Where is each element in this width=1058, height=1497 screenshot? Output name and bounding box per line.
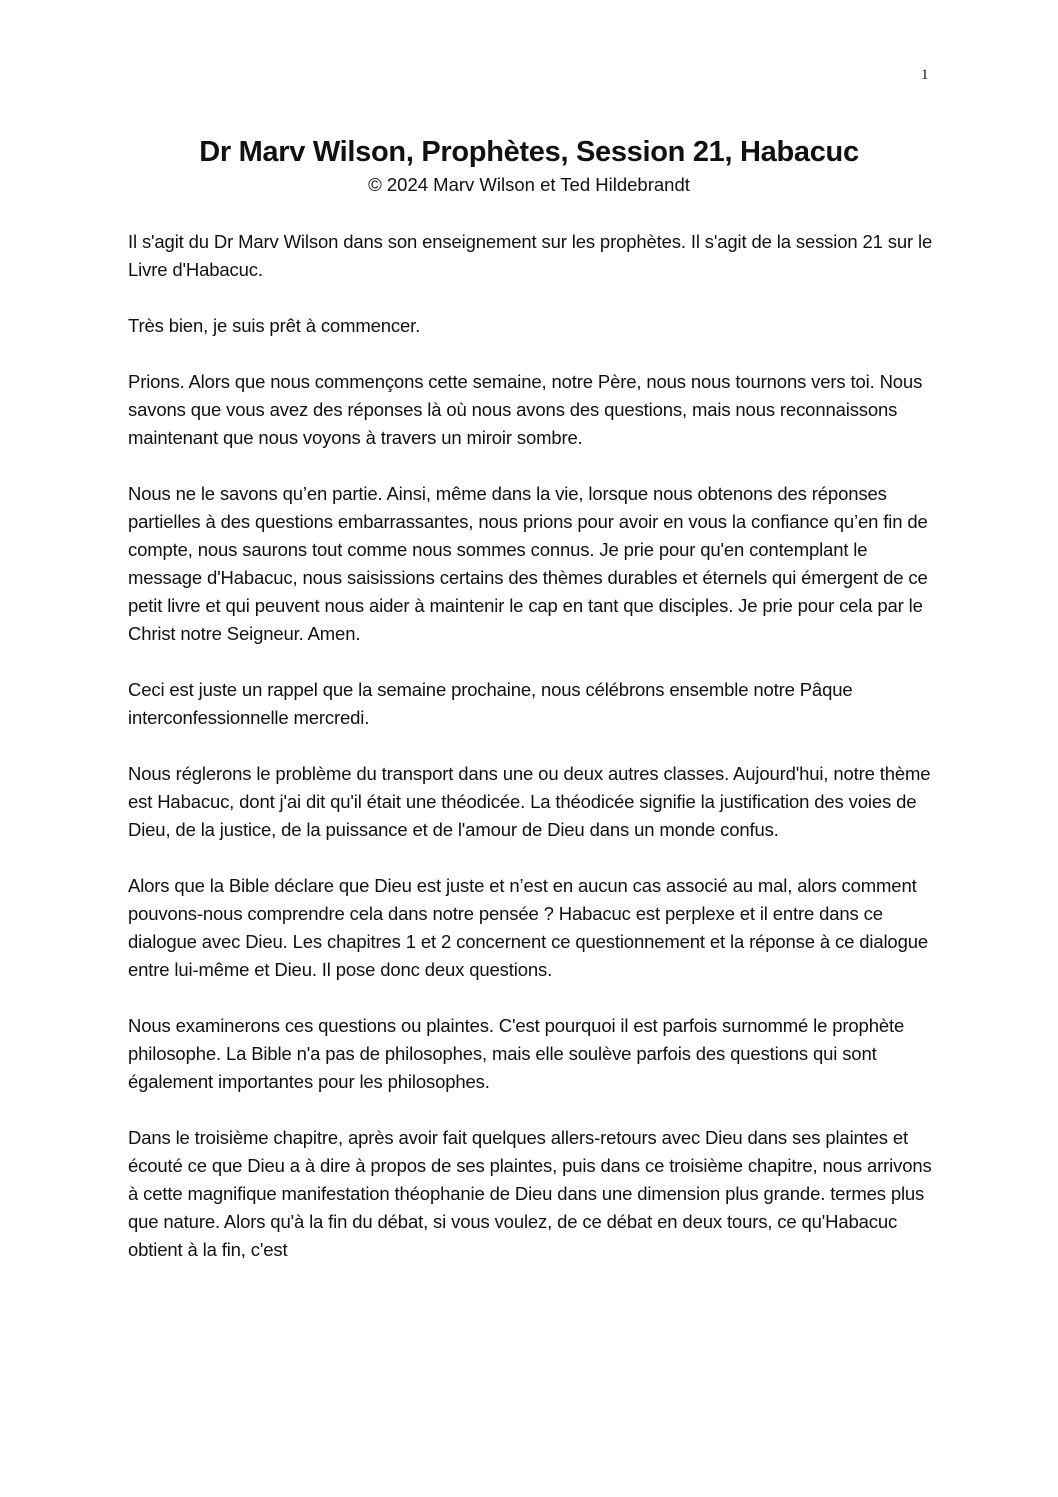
paragraph-intro: Il s'agit du Dr Marv Wilson dans son enseignement sur les prophètes. Il s'agit de la session 21 sur le Livre d'Habacuc. <box>128 231 933 280</box>
document-header <box>0 132 1058 198</box>
paragraph-prayer: Prions. Alors que nous commençons cette semaine, notre Père, nous nous tournons vers toi. Nous savons que vous avez des réponses là où nous avons des questions, mais nous reconnaissons maintenant que nous voyons à travers un miroir sombre. <box>128 371 923 448</box>
paragraph-ready: Très bien, je suis prêt à commencer. <box>128 315 421 336</box>
paragraph-theodicy: Nous réglerons le problème du transport dans une ou deux autres classes. Aujourd'hui, notre thème est Habacuc, dont j'ai dit qu'il était une théodicée. La théodicée signifie la justification des voies de Dieu, de la justice, de la puissance et de l'amour de Dieu dans un monde confus. <box>128 763 931 840</box>
document-body <box>128 228 936 1292</box>
paragraph-prayer-continued: Nous ne le savons qu’en partie. Ainsi, même dans la vie, lorsque nous obtenons des réponses partielles à des questions embarrassantes, nous prions pour avoir en vous la confiance qu’en fin de compte, nous saurons tout comme nous sommes connus. Je prie pour qu'en contemplant le message d'Habacuc, nous saisissions certains des thèmes durables et éternels qui émergent de ce petit livre et qui peuvent nous aider à maintenir le cap en tant que disciples. Je prie pour cela par le Christ notre Seigneur. Amen. <box>128 483 928 644</box>
copyright-line: © 2024 Marv Wilson et Ted Hildebrandt <box>368 174 690 195</box>
page-number: 1 <box>921 67 929 83</box>
paragraph-reminder: Ceci est juste un rappel que la semaine prochaine, nous célébrons ensemble notre Pâque interconfessionnelle mercredi. <box>128 679 853 728</box>
paragraph-chapter-three: Dans le troisième chapitre, après avoir fait quelques allers-retours avec Dieu dans ses plaintes et écouté ce que Dieu a à dire à propos de ses plaintes, puis dans ce troisième chapitre, nous arrivons à cette magnifique manifestation théophanie de Dieu dans une dimension plus grande. termes plus que nature. Alors qu'à la fin du débat, si vous voulez, de ce débat en deux tours, ce qu'Habacuc obtient à la fin, c'est <box>128 1127 932 1260</box>
paragraph-dialogue: Alors que la Bible déclare que Dieu est juste et n’est en aucun cas associé au mal, alors comment pouvons-nous comprendre cela dans notre pensée ? Habacuc est perplexe et il entre dans ce dialogue avec Dieu. Les chapitres 1 et 2 concernent ce questionnement et la réponse à ce dialogue entre lui-même et Dieu. Il pose donc deux questions. <box>128 875 928 980</box>
paragraph-philosopher: Nous examinerons ces questions ou plaintes. C'est pourquoi il est parfois surnommé le prophète philosophe. La Bible n'a pas de philosophes, mais elle soulève parfois des questions qui sont également importantes pour les philosophes. <box>128 1015 905 1092</box>
document-title: Dr Marv Wilson, Prophètes, Session 21, Habacuc <box>199 136 859 168</box>
